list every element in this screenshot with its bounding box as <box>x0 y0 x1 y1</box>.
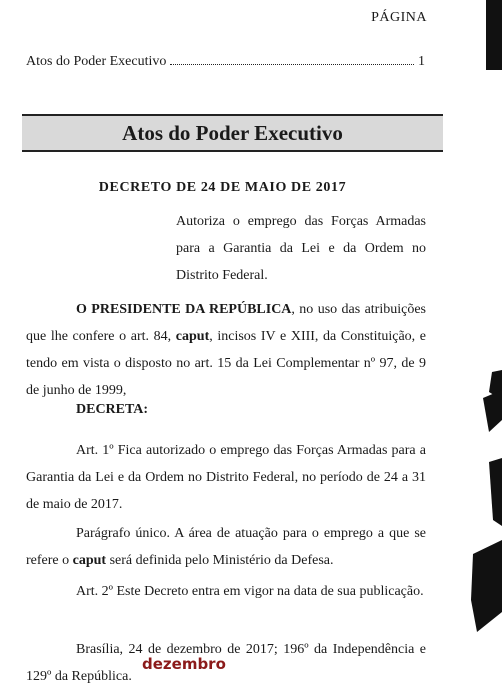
article-1: Art. 1º Fica autorizado o emprego das Forças Armadas para a Garantia da Lei e da Ordem no Distrito Federal, no período de 24 a 31 de maio de 2017. <box>26 443 426 512</box>
toc-entry-page: 1 <box>418 54 425 69</box>
toc-entry-title: Atos do Poder Executivo <box>26 54 167 69</box>
section-title: Atos do Poder Executivo <box>122 120 343 145</box>
preamble-text-1: , no uso das atribuições que lhe confere o art. 84, <box>26 302 426 344</box>
closing-date: Brasília, 24 de dezembro de 2017; 196º da Independência e 129º da República. <box>26 642 426 684</box>
toc-leader-dots <box>170 64 414 65</box>
decree-preamble <box>26 296 426 404</box>
scan-edge-mark-4 <box>471 540 502 632</box>
scan-edge-mark-3 <box>489 458 502 526</box>
paragrafo-text-1: Parágrafo único. A área de atuação para o emprego a que se refere o <box>26 526 426 568</box>
paragrafo-text-2: será definida pelo Ministério da Defesa. <box>106 553 334 568</box>
paragrafo-caput: caput <box>72 553 107 568</box>
toc-entry[interactable] <box>26 54 425 70</box>
decree-ementa: Autoriza o emprego das Forças Armadas para a Garantia da Lei e da Ordem no Distrito Federal. <box>176 214 426 283</box>
overlay-stamp: dezembro <box>142 655 226 673</box>
preamble-subject: O PRESIDENTE DA REPÚBLICA <box>76 302 292 317</box>
decree-title: DECRETO DE 24 DE MAIO DE 2017 <box>98 180 347 195</box>
preamble-caput: caput <box>175 329 210 344</box>
scan-edge-artifact <box>445 0 502 692</box>
section-title-band <box>22 114 443 152</box>
decreta-heading: DECRETA: <box>76 402 149 417</box>
preamble-text-2: , incisos IV e XIII, da Constituição, e tendo em vista o disposto no art. 15 da Lei Complementar nº 97, de 9 de junho de 1999, <box>26 329 426 398</box>
page-header-label: PÁGINA <box>371 10 427 25</box>
scan-edge-mark-2 <box>483 390 502 432</box>
article-2: Art. 2º Este Decreto entra em vigor na data de sua publicação. <box>76 584 424 599</box>
scan-edge-block-top <box>486 0 502 70</box>
paragrafo-unico <box>26 520 426 574</box>
